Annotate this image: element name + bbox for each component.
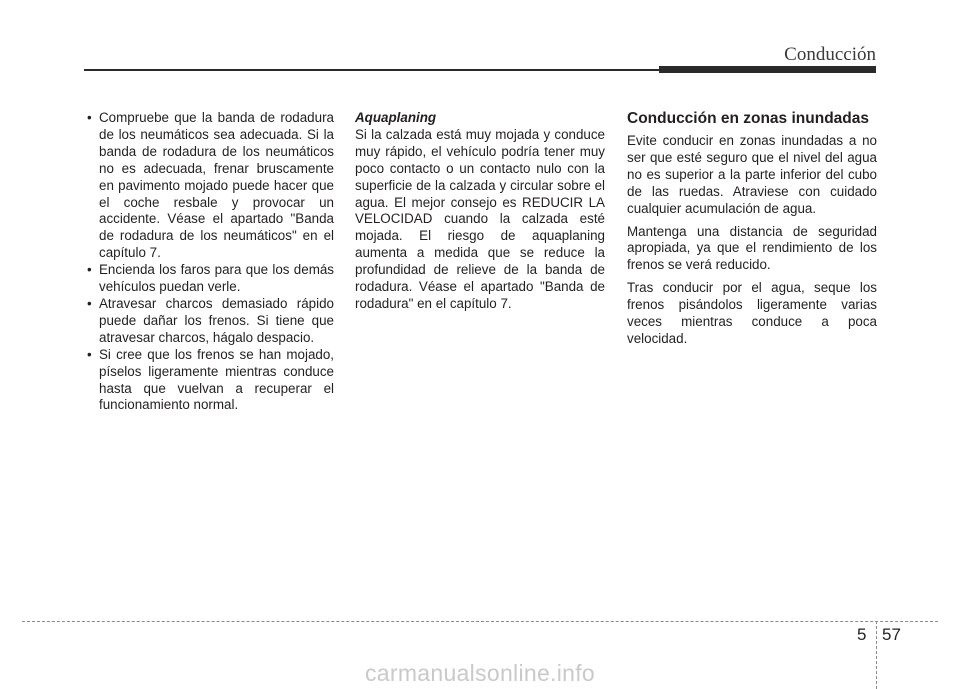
footer-divider [22,621,938,622]
header-rule [84,69,659,71]
list-item: • Encienda los faros para que los demás vehículos puedan verle. [84,262,334,296]
paragraph: Mantenga una distancia de seguridad apropiada, ya que el rendimiento de los frenos se verá reducido. [627,223,877,273]
list-item: • Compruebe que la banda de rodadura de los neumáticos sea adecuada. Si la banda de rodadura de los neumáticos no es adecuada, frenar bruscamente en pavimento mojado puede hacer que el coche resbale y provocar un accidente. Véase el apartado "Banda de rodadura de los neumáticos" en el capítulo 7. [84,110,334,262]
section-title: Conducción en zonas inundadas [627,110,869,127]
header-rule-accent [659,66,876,73]
aquaplaning-body: Si la calzada está muy mojada y conduce muy rápido, el vehículo podría tener muy poco contacto o un contacto nulo con la superficie de la calzada y circular sobre el agua. El mejor consejo es REDUCIR LA VELOCIDAD cuando la calzada esté mojada. El riesgo de aquaplaning aumenta a medida que se reduce la profundidad de relieve de la banda de rodadura. Véase el apartado "Banda de rodadura" en el capítulo 7. [355,126,605,311]
watermark: carmanualsonline.info [364,660,596,686]
paragraph: Evite conducir en zonas inundadas a no ser que esté seguro que el nivel del agua no es superior a la parte inferior del cubo de las ruedas. Atraviese con cuidado cualquier acumulación de agua. [627,133,877,216]
column-left [84,110,334,414]
page-number: 57 [882,625,901,644]
column-right [627,110,877,354]
list-item: • Atravesar charcos demasiado rápido puede dañar los frenos. Si tiene que atravesar charcos, hágalo despacio. [84,296,334,347]
chapter-number: 5 [857,625,867,644]
aquaplaning-heading: Aquaplaning [355,110,437,125]
paragraph: Tras conducir por el agua, seque los frenos pisándolos ligeramente varias veces mientras conduce a poca velocidad. [627,280,877,346]
column-middle [355,110,605,313]
bullet-list [84,110,334,414]
list-item: • Si cree que los frenos se han mojado, píselos ligeramente mientras conduce hasta que vuelvan a recuperar el funcionamiento normal. [84,347,334,415]
chapter-title: Conducción [784,44,876,65]
